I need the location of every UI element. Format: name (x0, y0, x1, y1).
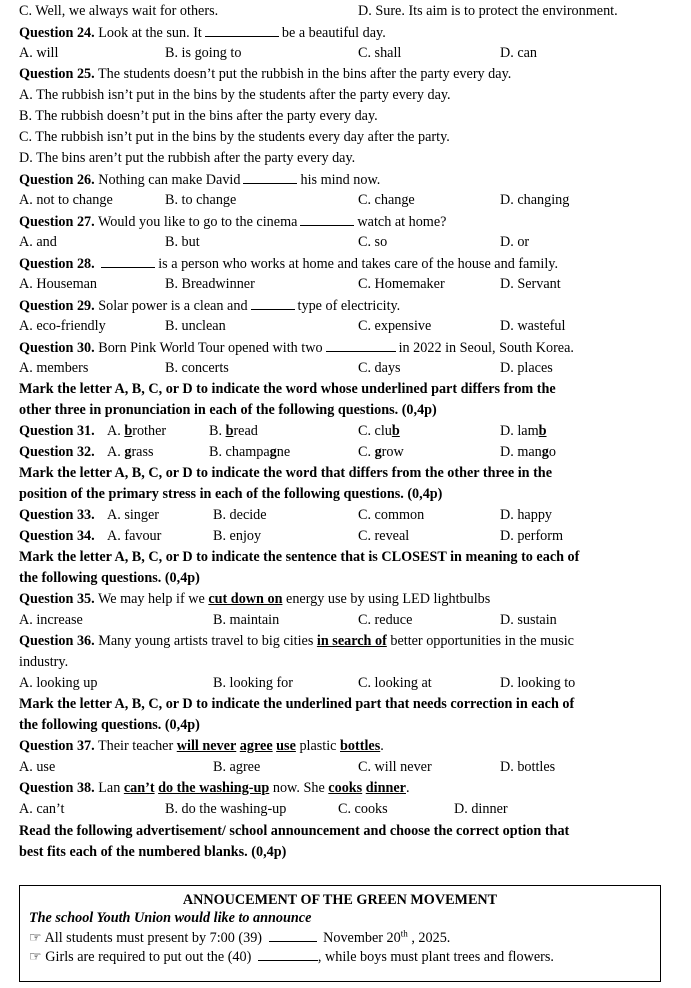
section-instruction: best fits each of the numbered blanks. (0,4p) (19, 844, 287, 860)
option-c[interactable]: C. The rubbish isn’t put in the bins by the students every day after the party. (19, 129, 450, 145)
option-d[interactable]: D. dinner (454, 801, 508, 817)
option-b[interactable]: B. looking for (213, 675, 293, 691)
option-c[interactable]: C. grow (358, 444, 404, 460)
underlined-part: bottles (340, 738, 381, 754)
option-b[interactable]: B. decide (213, 507, 267, 523)
question-label: Question 24. (19, 25, 95, 41)
option-a[interactable]: A. grass (107, 444, 154, 460)
question-text: Their teacher (97, 738, 174, 754)
question-34-label: Question 34. (19, 528, 95, 544)
option-a[interactable]: A. use (19, 759, 56, 775)
option-d[interactable]: D. can (500, 45, 538, 61)
option-d[interactable]: D. The bins aren’t put the rubbish after the party every day. (19, 150, 356, 166)
announcement-text: , while boys must plant trees and flowers. (317, 949, 554, 965)
option-b[interactable]: B. Breadwinner (165, 276, 255, 292)
option-b[interactable]: B. concerts (165, 360, 229, 376)
answer-blank[interactable] (251, 297, 295, 310)
question-text: better opportunities in the music (390, 633, 574, 649)
option-c[interactable]: C. so (358, 234, 388, 250)
option-c[interactable]: C. club (358, 423, 400, 439)
option-d[interactable]: D. sustain (500, 612, 557, 628)
option-c[interactable]: C. will never (358, 759, 432, 775)
section-instruction: other three in pronunciation in each of the following questions. (0,4p) (19, 402, 437, 418)
option-a[interactable]: A. increase (19, 612, 83, 628)
announcement-text: November 20 (323, 930, 401, 946)
announcement-text: All students must present by 7:00 (39) (44, 930, 263, 946)
option-c[interactable]: C. reduce (358, 612, 413, 628)
question-label: Question 27. (19, 214, 95, 230)
announcement-subtitle: The school Youth Union would like to announce (29, 910, 312, 926)
option-c[interactable]: C. cooks (338, 801, 388, 817)
section-instruction: Mark the letter A, B, C, or D to indicate the sentence that is CLOSEST in meaning to each of (19, 549, 580, 565)
question-25 (19, 66, 511, 83)
option-c[interactable]: C. Homemaker (358, 276, 445, 292)
option-b[interactable]: B. do the washing-up (165, 801, 287, 817)
option-a[interactable]: A. looking up (19, 675, 98, 691)
ordinal-suffix: th (400, 928, 408, 939)
option-d: D. Sure. Its aim is to protect the environment. (358, 3, 618, 19)
announcement-line-39 (29, 929, 450, 947)
underlined-part: do the washing-up (158, 780, 270, 796)
section-instruction: Read the following advertisement/ school announcement and choose the correct option that (19, 823, 570, 839)
option-a[interactable]: A. eco-friendly (19, 318, 106, 334)
section-instruction: Mark the letter A, B, C, or D to indicate the underlined part that needs correction in each of (19, 696, 575, 712)
question-label: Question 28. (19, 256, 95, 272)
answer-blank[interactable] (205, 24, 279, 37)
option-d[interactable]: D. mango (500, 444, 556, 460)
question-text: is a person who works at home and takes care of the house and family. (158, 256, 558, 272)
question-37 (19, 738, 384, 755)
option-c: C. Well, we always wait for others. (19, 3, 219, 19)
question-31-label: Question 31. (19, 423, 95, 439)
question-text: Born Pink World Tour opened with two (98, 340, 323, 356)
option-b[interactable]: B. but (165, 234, 200, 250)
question-label: Question 26. (19, 172, 95, 188)
question-text: Many young artists travel to big cities (98, 633, 314, 649)
option-b[interactable]: B. is going to (165, 45, 242, 61)
option-c[interactable]: C. looking at (358, 675, 432, 691)
answer-blank[interactable] (300, 213, 354, 226)
answer-blank[interactable] (243, 171, 297, 184)
option-b[interactable]: B. champagne (209, 444, 291, 460)
question-text: We may help if we (97, 591, 205, 607)
option-c[interactable]: C. common (358, 507, 425, 523)
question-text: energy use by using LED lightbulbs (286, 591, 491, 607)
section-instruction: the following questions. (0,4p) (19, 717, 200, 733)
question-text: watch at home? (357, 214, 447, 230)
question-32-label: Question 32. (19, 444, 95, 460)
option-b[interactable]: B. agree (213, 759, 261, 775)
option-d[interactable]: D. places (500, 360, 553, 376)
option-a[interactable]: A. The rubbish isn’t put in the bins by the students after the party every day. (19, 87, 451, 103)
option-d[interactable]: D. wasteful (500, 318, 566, 334)
question-text: The students doesn’t put the rubbish in the bins after the party every day. (97, 66, 512, 82)
question-label: Question 30. (19, 340, 95, 356)
underlined-part: cooks (328, 780, 363, 796)
section-instruction: Mark the letter A, B, C, or D to indicate the word that differs from the other three in the (19, 465, 552, 481)
announcement-text: , 2025. (411, 930, 451, 946)
question-30 (19, 339, 574, 357)
announcement-box (19, 885, 661, 982)
answer-blank-39[interactable] (269, 929, 317, 942)
option-b[interactable]: B. bread (209, 423, 258, 439)
option-b[interactable]: B. enjoy (213, 528, 262, 544)
option-d[interactable]: D. bottles (500, 759, 556, 775)
option-d[interactable]: D. lamb (500, 423, 547, 439)
answer-blank[interactable] (101, 255, 155, 268)
underlined-part: will never (176, 738, 237, 754)
option-a[interactable]: A. favour (107, 528, 162, 544)
underlined-part: dinner (365, 780, 406, 796)
option-c[interactable]: C. shall (358, 45, 402, 61)
question-36 (19, 633, 574, 650)
underlined-part: use (276, 738, 296, 754)
question-27 (19, 213, 446, 231)
option-d[interactable]: D. changing (500, 192, 570, 208)
question-text: type of electricity. (297, 298, 401, 314)
option-d[interactable]: D. happy (500, 507, 553, 523)
underlined-phrase: cut down on (208, 591, 283, 607)
question-label: Question 29. (19, 298, 95, 314)
section-instruction: position of the primary stress in each of the following questions. (0,4p) (19, 486, 443, 502)
question-label: Question 35. (19, 591, 95, 607)
question-text: industry. (19, 654, 69, 670)
option-b[interactable]: B. unclean (165, 318, 226, 334)
option-a[interactable]: A. will (19, 45, 59, 61)
option-a[interactable]: A. singer (107, 507, 160, 523)
option-a[interactable]: A. not to change (19, 192, 113, 208)
section-instruction: Mark the letter A, B, C, or D to indicate the word whose underlined part differs from the (19, 381, 556, 397)
answer-blank-40[interactable] (258, 948, 318, 961)
underlined-phrase: in search of (316, 633, 387, 649)
option-a[interactable]: A. and (19, 234, 57, 250)
option-a[interactable]: A. can’t (19, 801, 65, 817)
question-33-label: Question 33. (19, 507, 95, 523)
question-label: Question 38. (19, 780, 95, 796)
option-d[interactable]: D. Servant (500, 276, 561, 292)
option-a[interactable]: A. members (19, 360, 89, 376)
question-text: Nothing can make David (98, 172, 241, 188)
question-28 (19, 255, 558, 273)
option-d[interactable]: D. perform (500, 528, 564, 544)
question-label: Question 25. (19, 66, 95, 82)
option-c[interactable]: C. reveal (358, 528, 410, 544)
answer-blank[interactable] (326, 339, 396, 352)
question-label: Question 36. (19, 633, 95, 649)
question-text: now. She (272, 780, 325, 796)
option-b[interactable]: B. maintain (213, 612, 280, 628)
option-b[interactable]: B. The rubbish doesn’t put in the bins after the party every day. (19, 108, 378, 124)
announcement-line-40 (29, 948, 554, 966)
question-text: Would you like to go to the cinema (97, 214, 298, 230)
question-35 (19, 591, 490, 608)
option-a[interactable]: A. brother (107, 423, 167, 439)
pointing-hand-icon: ☞ (29, 949, 42, 965)
underlined-part: can’t (123, 780, 155, 796)
question-24 (19, 24, 386, 42)
question-text: Lan (98, 780, 121, 796)
question-text: plastic (299, 738, 337, 754)
question-text: . (405, 780, 410, 796)
announcement-text: Girls are required to put out the (40) (45, 949, 252, 965)
question-text: Look at the sun. It (98, 25, 202, 41)
option-a[interactable]: A. Houseman (19, 276, 98, 292)
option-c[interactable]: C. change (358, 192, 415, 208)
question-text: in 2022 in Seoul, South Korea. (398, 340, 574, 356)
question-29 (19, 297, 400, 315)
section-instruction: the following questions. (0,4p) (19, 570, 200, 586)
option-d[interactable]: D. or (500, 234, 530, 250)
question-text: Solar power is a clean and (98, 298, 248, 314)
underlined-part: agree (239, 738, 273, 754)
option-d[interactable]: D. looking to (500, 675, 576, 691)
option-c[interactable]: C. expensive (358, 318, 432, 334)
question-38 (19, 780, 410, 797)
question-26 (19, 171, 380, 189)
question-label: Question 37. (19, 738, 95, 754)
pointing-hand-icon: ☞ (29, 930, 42, 946)
question-text: his mind now. (300, 172, 381, 188)
option-c[interactable]: C. days (358, 360, 401, 376)
question-text: be a beautiful day. (281, 25, 386, 41)
announcement-title: ANNOUCEMENT OF THE GREEN MOVEMENT (182, 892, 498, 908)
question-text: . (380, 738, 384, 754)
option-b[interactable]: B. to change (165, 192, 237, 208)
